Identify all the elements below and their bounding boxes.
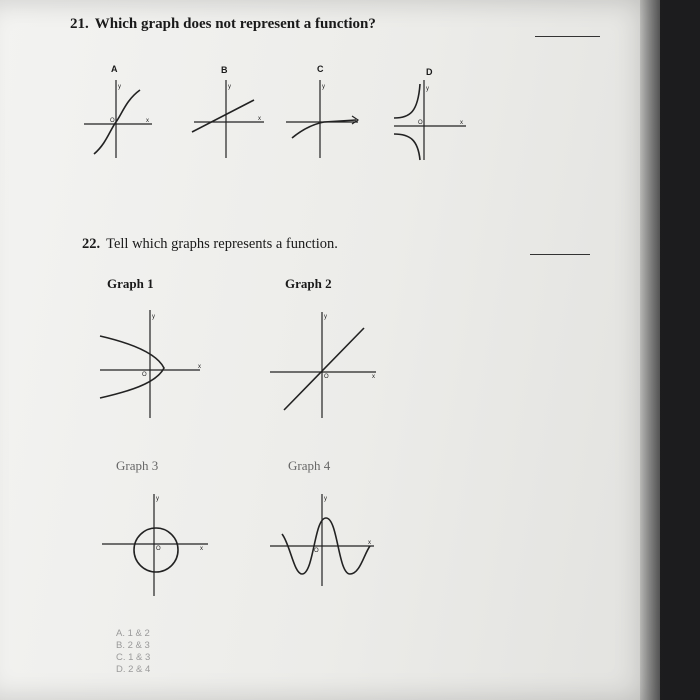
question-21-text-emphasis: not — [215, 16, 237, 32]
origin-label: O — [156, 546, 161, 552]
question-21-answer-blank[interactable] — [535, 36, 600, 37]
option-b-graph — [188, 78, 268, 158]
graph-1-plot — [96, 306, 208, 420]
x-axis-label: x — [368, 540, 371, 546]
y-axis-label: y — [426, 86, 429, 92]
y-axis-label: y — [118, 84, 121, 90]
graph-branch-lower — [394, 134, 420, 160]
graph-line — [284, 328, 364, 410]
page-edge-shadow — [640, 0, 700, 700]
option-c-graph — [284, 78, 364, 158]
y-axis-label: y — [156, 496, 159, 502]
x-axis-label: x — [372, 374, 375, 380]
question-22-number: 22. — [82, 236, 101, 252]
question-21-text-start: Which graph does — [94, 16, 216, 32]
choice-d[interactable]: D. 2 & 4 — [116, 664, 151, 675]
question-22-text: Tell which graphs represents a function. — [106, 236, 338, 252]
x-axis-label: x — [198, 364, 201, 370]
question-22-prompt — [82, 236, 338, 253]
y-axis-label: y — [228, 84, 231, 90]
option-d-graph — [388, 78, 472, 162]
graph-4-plot — [268, 488, 380, 588]
y-axis-label: y — [324, 496, 327, 502]
option-a-graph — [80, 78, 160, 158]
option-c-label: C — [317, 64, 324, 74]
origin-label: O — [324, 374, 329, 380]
graph-2-plot — [268, 306, 380, 420]
origin-label: O — [418, 120, 423, 126]
graph-3-plot — [100, 488, 212, 598]
choice-a[interactable]: A. 1 & 2 — [116, 628, 150, 639]
question-21-number: 21. — [70, 16, 89, 32]
graph-3-label: Graph 3 — [116, 458, 159, 473]
graph-1-label: Graph 1 — [107, 276, 154, 291]
origin-label: O — [110, 118, 115, 124]
y-axis-label: y — [152, 314, 155, 320]
option-a-label: A — [111, 64, 118, 74]
choice-c[interactable]: C. 1 & 3 — [116, 652, 151, 663]
graph-2-label: Graph 2 — [285, 276, 332, 291]
graph-4-label: Graph 4 — [288, 458, 331, 473]
option-b-label: B — [221, 65, 228, 75]
graph-curve — [94, 90, 140, 154]
x-axis-label: x — [200, 546, 203, 552]
x-axis-label: x — [146, 118, 149, 124]
graph-curve — [292, 120, 356, 138]
graph-curve — [100, 336, 164, 398]
choice-b[interactable]: B. 2 & 3 — [116, 640, 150, 651]
question-21-prompt — [70, 16, 376, 33]
x-axis-label: x — [258, 116, 261, 122]
y-axis-label: y — [324, 314, 327, 320]
question-22-choices — [116, 628, 150, 676]
graph-line — [192, 100, 254, 132]
question-21-text-end: represent a function? — [236, 16, 376, 32]
x-axis-label: x — [460, 120, 463, 126]
y-axis-label: y — [322, 84, 325, 90]
option-d-label: D — [426, 67, 433, 77]
graph-branch-upper — [394, 84, 420, 118]
question-22-answer-blank[interactable] — [530, 254, 590, 255]
origin-label: O — [314, 548, 319, 554]
origin-label: O — [142, 372, 147, 378]
